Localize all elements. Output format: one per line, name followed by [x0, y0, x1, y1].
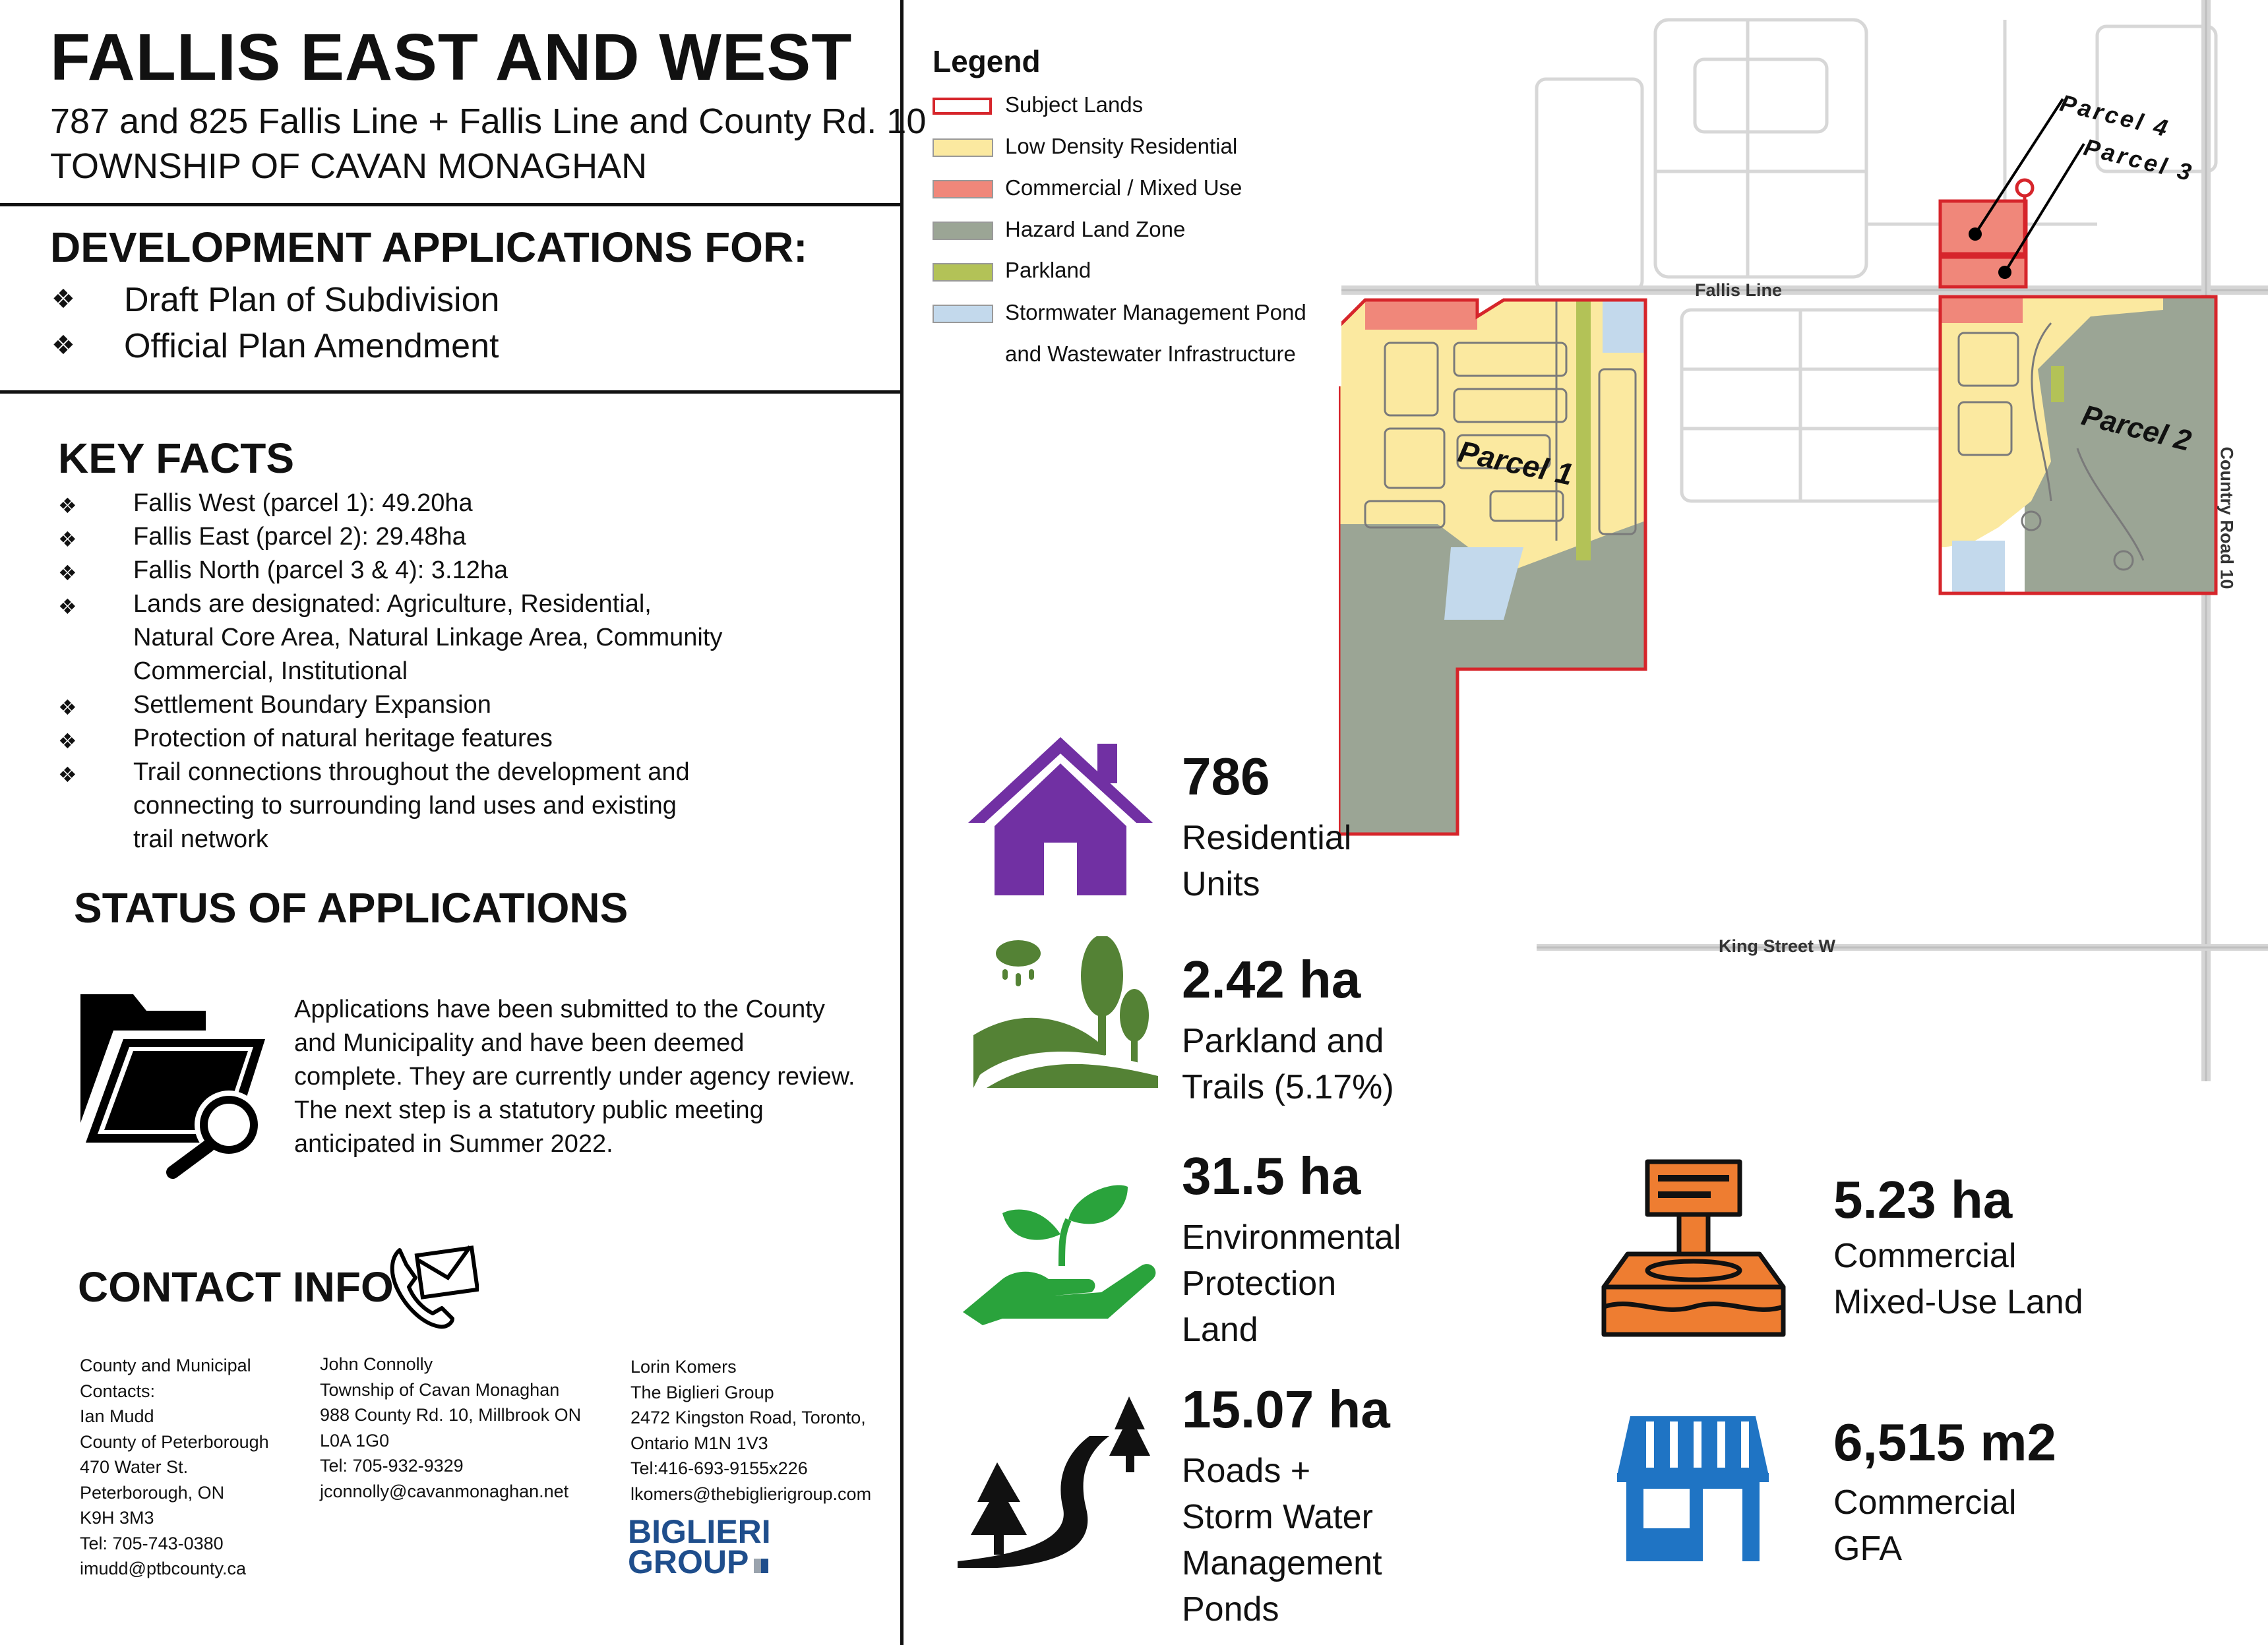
- parcel2-label: Parcel 2: [2078, 399, 2195, 458]
- diamond-bullet-icon: ❖: [58, 763, 77, 787]
- fact-text: Fallis North (parcel 3 & 4): 3.12ha: [133, 556, 508, 584]
- stat-label: [1182, 815, 1351, 907]
- contact-phone[interactable]: Tel: 705-932-9329: [320, 1456, 464, 1476]
- folder-search-icon: [74, 981, 272, 1179]
- diamond-bullet-icon: ❖: [58, 729, 77, 753]
- contact-line: The Biglieri Group: [630, 1382, 774, 1402]
- contact-line: 470 Water St.: [80, 1457, 189, 1477]
- fact-item: [58, 587, 876, 688]
- contact-line: Ian Mudd: [80, 1406, 154, 1426]
- country-road-label: Country Road 10: [2217, 446, 2237, 589]
- legend-swatch-stormwater: [933, 305, 993, 323]
- status-line: anticipated in Summer 2022.: [294, 1130, 613, 1158]
- contact-heading: CONTACT INFO: [78, 1263, 394, 1311]
- legend-label: and Wastewater Infrastructure: [1005, 342, 1296, 366]
- land-sign-icon: [1601, 1155, 1786, 1340]
- legend-label: Parkland: [1005, 258, 1091, 282]
- fact-item: [58, 487, 876, 520]
- stat-label-line: Protection: [1182, 1265, 1337, 1303]
- legend-title: Legend: [933, 44, 1041, 78]
- legend-label: Stormwater Management Pond: [1005, 300, 1306, 324]
- legend-label: Subject Lands: [1005, 92, 1144, 117]
- diamond-bullet-icon: ❖: [51, 285, 75, 314]
- stat-label-line: Mixed-Use Land: [1833, 1283, 2083, 1321]
- stat-number: 5.23 ha: [1833, 1170, 2013, 1229]
- legend-label: Commercial / Mixed Use: [1005, 175, 1242, 200]
- applications-heading: DEVELOPMENT APPLICATIONS FOR:: [50, 224, 808, 271]
- applications-list: [50, 280, 842, 379]
- diamond-bullet-icon: ❖: [58, 696, 77, 719]
- application-item: Official Plan Amendment: [124, 327, 499, 365]
- stat-label-line: Commercial: [1833, 1483, 2017, 1522]
- stat-label-line: Units: [1182, 865, 1260, 903]
- contact-line: Township of Cavan Monaghan: [320, 1379, 560, 1400]
- legend-swatch-subject: [933, 98, 992, 115]
- fact-text: Protection of natural heritage features: [133, 725, 553, 752]
- contact-phone[interactable]: Tel:416-693-9155x226: [630, 1458, 808, 1478]
- parcel1-label: Parcel 1: [1455, 434, 1576, 492]
- legend-swatch-residential: [933, 138, 993, 157]
- contact-township: [320, 1352, 581, 1504]
- contact-line: County and Municipal: [80, 1356, 251, 1375]
- contact-email[interactable]: imudd@ptbcounty.ca: [80, 1559, 247, 1578]
- stat-label-line: Ponds: [1182, 1590, 1279, 1629]
- key-facts-list: [58, 487, 876, 856]
- contact-phone[interactable]: Tel: 705-743-0380: [80, 1533, 224, 1553]
- vertical-divider: [900, 0, 904, 1645]
- stat-label-line: Land: [1182, 1311, 1258, 1349]
- stat-label: [1833, 1233, 2083, 1325]
- stat-label-line: Storm Water: [1182, 1498, 1373, 1536]
- legend-swatch-hazard: [933, 222, 993, 240]
- legend-label: Low Density Residential: [1005, 134, 1238, 158]
- stat-label-line: Parkland and: [1182, 1022, 1384, 1060]
- phone-mail-icon: [386, 1245, 479, 1331]
- contact-line: Lorin Komers: [630, 1357, 737, 1377]
- header-divider: [0, 203, 904, 206]
- subtitle-township: TOWNSHIP OF CAVAN MONAGHAN: [50, 146, 648, 186]
- status-line: Applications have been submitted to the County: [294, 996, 825, 1023]
- legend-swatch-parkland: [933, 263, 993, 282]
- logo-line-group: [628, 1543, 749, 1580]
- site-map: [1339, 0, 2268, 1094]
- stat-label-line: Roads +: [1182, 1452, 1311, 1490]
- stat-number: 31.5 ha: [1182, 1147, 1361, 1205]
- fact-item: [58, 756, 876, 856]
- diamond-bullet-icon: ❖: [58, 494, 77, 518]
- diamond-bullet-icon: ❖: [58, 527, 77, 551]
- fact-item: [58, 688, 876, 722]
- contact-line: 988 County Rd. 10, Millbrook ON: [320, 1405, 582, 1425]
- fact-text: Settlement Boundary Expansion: [133, 691, 491, 719]
- stat-label: [1182, 1214, 1401, 1353]
- status-text: [294, 993, 855, 1161]
- contact-biglieri: [630, 1354, 871, 1507]
- subtitle-address: 787 and 825 Fallis Line + Fallis Line and County Rd. 10: [50, 102, 927, 141]
- king-street-label: King Street W: [1719, 936, 1836, 956]
- fact-item: [58, 554, 876, 587]
- applications-divider: [0, 390, 904, 394]
- fact-text: Trail connections throughout the development and: [133, 758, 690, 786]
- stat-label-line: GFA: [1833, 1530, 1903, 1568]
- page-title: FALLIS EAST AND WEST: [50, 20, 853, 94]
- contact-line: County of Peterborough: [80, 1431, 269, 1452]
- legend-swatch-commercial: [933, 180, 993, 198]
- stat-label-line: Commercial: [1833, 1237, 2017, 1275]
- fact-text: Fallis East (parcel 2): 29.48ha: [133, 523, 466, 551]
- contact-line: Ontario M1N 1V3: [630, 1433, 768, 1453]
- contact-email[interactable]: lkomers@thebiglierigroup.com: [630, 1483, 872, 1504]
- map-legend: [933, 44, 1341, 386]
- contact-county: [80, 1353, 269, 1582]
- park-icon: [973, 936, 1158, 1088]
- store-icon: [1617, 1416, 1769, 1561]
- stat-label: [1182, 1448, 1382, 1632]
- logo-line: BIGLIERI: [628, 1513, 771, 1550]
- contact-line: L0A 1G0: [320, 1430, 390, 1451]
- stat-number: 2.42 ha: [1182, 950, 1361, 1009]
- biglieri-logo: [628, 1513, 771, 1586]
- legend-label: Hazard Land Zone: [1005, 217, 1186, 241]
- fact-item: [58, 520, 876, 554]
- status-heading: STATUS OF APPLICATIONS: [74, 884, 628, 932]
- stat-number: 15.07 ha: [1182, 1380, 1390, 1439]
- road-icon: [958, 1396, 1155, 1568]
- logo-square-icon: [754, 1559, 768, 1573]
- key-facts-heading: KEY FACTS: [58, 434, 294, 482]
- fact-text: Fallis West (parcel 1): 49.20ha: [133, 489, 473, 517]
- house-icon: [968, 737, 1153, 895]
- contact-line: Peterborough, ON: [80, 1482, 225, 1503]
- parcel3-label: Parcel 3: [2081, 133, 2197, 187]
- contact-line: John Connolly: [320, 1354, 433, 1374]
- stat-label-line: Trails (5.17%): [1182, 1068, 1394, 1106]
- status-line: complete. They are currently under agency review.: [294, 1063, 855, 1091]
- stat-label-line: Management: [1182, 1544, 1382, 1582]
- fact-text: Lands are designated: Agriculture, Residential,: [133, 590, 652, 618]
- plant-hand-icon: [963, 1180, 1161, 1325]
- diamond-bullet-icon: ❖: [58, 561, 77, 585]
- stat-number: 786: [1182, 747, 1270, 806]
- contact-line: Contacts:: [80, 1381, 156, 1401]
- stat-label-line: Residential: [1182, 819, 1352, 857]
- stat-number: 6,515 m2: [1833, 1413, 2057, 1472]
- stat-label-line: Environmental: [1182, 1218, 1401, 1257]
- fact-text: Commercial, Institutional: [133, 657, 408, 685]
- page-subtitle: [50, 99, 926, 189]
- fallis-line-label: Fallis Line: [1695, 280, 1783, 300]
- stat-label: [1182, 1018, 1394, 1110]
- logo-line: GROUP: [628, 1543, 749, 1580]
- parcel4-label: Parcel 4: [2057, 89, 2173, 142]
- status-line: and Municipality and have been deemed: [294, 1029, 745, 1057]
- diamond-bullet-icon: ❖: [51, 331, 75, 360]
- contact-line: 2472 Kingston Road, Toronto,: [630, 1408, 866, 1427]
- fact-text: trail network: [133, 825, 268, 853]
- application-item: Draft Plan of Subdivision: [124, 281, 500, 319]
- contact-email[interactable]: jconnolly@cavanmonaghan.net: [320, 1481, 569, 1501]
- stat-label: [1833, 1480, 2016, 1572]
- contact-line: K9H 3M3: [80, 1508, 154, 1528]
- status-line: The next step is a statutory public meeting: [294, 1096, 764, 1124]
- fact-item: [58, 722, 876, 756]
- diamond-bullet-icon: ❖: [58, 595, 77, 618]
- fact-text: Natural Core Area, Natural Linkage Area, Community: [133, 624, 723, 651]
- fact-text: connecting to surrounding land uses and existing: [133, 792, 677, 820]
